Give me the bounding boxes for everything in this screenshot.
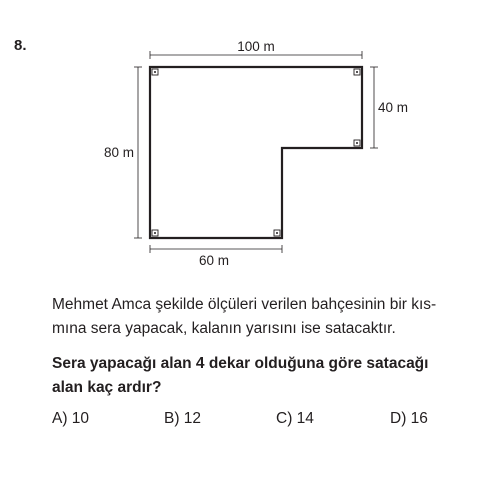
choice-c[interactable]: C) 14 <box>276 410 314 427</box>
choice-a[interactable]: A) 10 <box>52 410 90 427</box>
prompt-line-2: alan kaç ardır? <box>52 379 162 396</box>
dimension-left <box>134 67 142 238</box>
question-number: 8. <box>14 37 27 54</box>
dimension-bottom <box>150 245 282 253</box>
garden-outline <box>150 67 362 238</box>
question-paragraph <box>52 293 472 341</box>
label-bottom: 60 m <box>198 253 230 268</box>
label-top: 100 m <box>237 39 275 54</box>
paragraph-line-2: mına sera yapacak, kalanın yarısını ise satacaktır. <box>52 320 396 337</box>
choice-b[interactable]: B) 12 <box>164 410 202 427</box>
dimension-right <box>370 67 378 148</box>
prompt-line-1: Sera yapacağı alan 4 dekar olduğuna göre satacağı <box>52 355 429 372</box>
paragraph-line-1: Mehmet Amca şekilde ölçüleri verilen bahçesinin bir kıs- <box>52 296 437 313</box>
right-angle-markers <box>152 69 360 236</box>
label-left: 80 m <box>103 145 134 160</box>
choice-d[interactable]: D) 16 <box>390 410 428 427</box>
question-prompt <box>52 352 472 400</box>
label-right: 40 m <box>378 100 409 115</box>
